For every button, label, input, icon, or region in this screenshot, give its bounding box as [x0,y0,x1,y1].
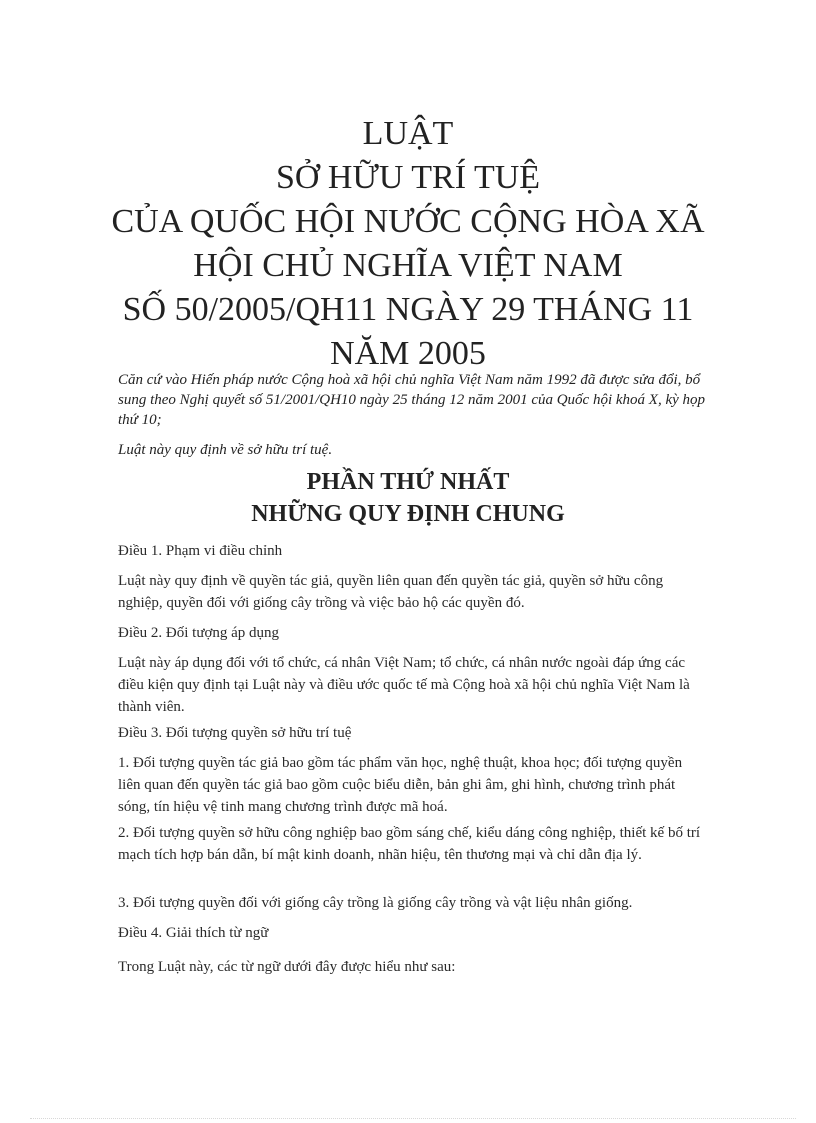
title-line-1: LUẬT [362,115,454,152]
title-line-6: NĂM 2005 [330,335,486,372]
article-1-paragraph-1: Luật này quy định về quyền tác giả, quyền liên quan đến quyền tác giả, quyền sở hữu công nghiệp, quyền đối với giống cây trồng và việc bảo hộ các quyền đó. [118,573,664,611]
article-2-heading: Điều 2. Đối tượng áp dụng [118,625,280,641]
scope-statement: Luật này quy định về sở hữu trí tuệ. [118,442,333,458]
part-subtitle: NHỮNG QUY ĐỊNH CHUNG [251,501,565,527]
article-3-paragraph-2: 2. Đối tượng quyền sở hữu công nghiệp bao gồm sáng chế, kiểu dáng công nghiệp, thiết kế bố trí mạch tích hợp bán dẫn, bí mật kinh doanh, nhãn hiệu, tên thương mại và chỉ dẫn địa lý. [118,825,701,863]
article-3-heading: Điều 3. Đối tượng quyền sở hữu trí tuệ [118,725,352,741]
part-title: PHẦN THỨ NHẤT [306,469,510,495]
article-3-paragraph-3: 3. Đối tượng quyền đối với giống cây trồng là giống cây trồng và vật liệu nhân giống. [118,895,633,911]
article-4-heading: Điều 4. Giải thích từ ngữ [118,925,269,941]
title-line-2: SỞ HỮU TRÍ TUỆ [275,159,541,196]
page-footer-divider [30,1118,796,1119]
article-2-paragraph-1: Luật này áp dụng đối với tổ chức, cá nhân Việt Nam; tổ chức, cá nhân nước ngoài đáp ứng các điều kiện quy định tại Luật này và điều ước quốc tế mà Cộng hoà xã hội chủ nghĩa Việt Nam là thành viên. [118,655,690,715]
title-line-3: CỦA QUỐC HỘI NƯỚC CỘNG HÒA XÃ [111,203,705,240]
article-1-heading: Điều 1. Phạm vi điều chỉnh [118,543,283,559]
preamble: Căn cứ vào Hiến pháp nước Cộng hoà xã hội chủ nghĩa Việt Nam năm 1992 đã được sửa đổi, bổ sung theo Nghị quyết số 51/2001/QH10 ngày 25 tháng 12 năm 2001 của Quốc hội khoá X, kỳ họp thứ 10; [118,372,706,428]
article-4-paragraph-1: Trong Luật này, các từ ngữ dưới đây được hiểu như sau: [118,959,456,975]
article-3-paragraph-1: 1. Đối tượng quyền tác giả bao gồm tác phẩm văn học, nghệ thuật, khoa học; đối tượng quyền liên quan đến quyền tác giả bao gồm cuộc biểu diễn, bản ghi âm, ghi hình, chương trình phát sóng, tín hiệu vệ tinh mang chương trình được mã hoá. [118,755,683,815]
title-line-4: HỘI CHỦ NGHĨA VIỆT NAM [193,247,623,284]
law-title [100,112,716,376]
title-line-5: SỐ 50/2005/QH11 NGÀY 29 THÁNG 11 [122,291,694,328]
